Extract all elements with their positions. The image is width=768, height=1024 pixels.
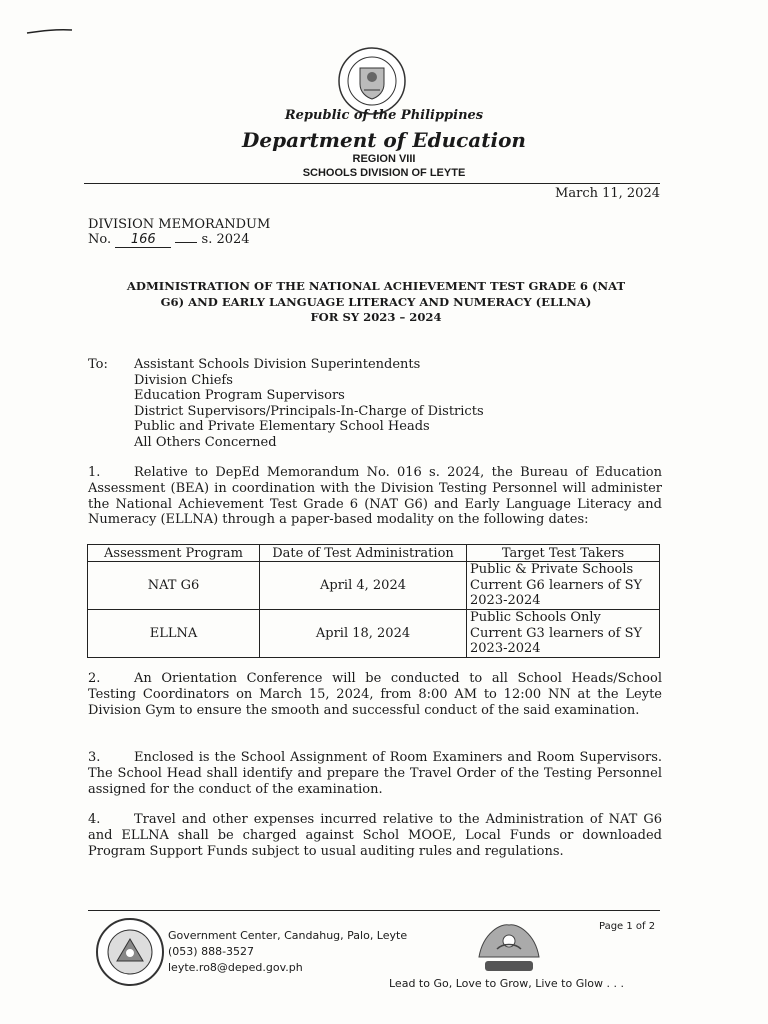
footer-email[interactable]: leyte.ro8@deped.gov.ph: [168, 961, 303, 974]
memo-number: 166: [115, 232, 171, 248]
to-label: To:: [88, 357, 108, 372]
footer-divider: [88, 910, 660, 911]
paragraph-text: Relative to DepEd Memorandum No. 016 s. 2024, the Bureau of Education Assessment (BEA) in coordination with the Division Testing Personnel will administer the National Achievement Test Grade 6 (NAT G6) and Early Language Literacy and Numeracy (ELLNA) through a paper-based modality on the following dates:: [88, 465, 662, 528]
paragraph-number: 3.: [88, 750, 101, 765]
deped-seal-icon: [337, 46, 407, 116]
takers-line: Public Schools Only: [470, 610, 601, 626]
memo-number-line: [88, 232, 250, 248]
recipient-item: All Others Concerned: [134, 434, 277, 450]
division-seal-icon: [95, 917, 165, 987]
table-cell-takers: [467, 610, 660, 658]
table-cell-takers: [467, 562, 660, 610]
recipient-item: Education Program Supervisors: [134, 388, 345, 404]
memo-series: s. 2024: [201, 232, 250, 247]
paragraph-number: 1.: [88, 465, 101, 480]
table-cell-program: NAT G6: [88, 562, 260, 610]
table-header: Assessment Program: [88, 545, 260, 562]
paragraph-text: Enclosed is the School Assignment of Room Examiners and Room Supervisors. The School Head shall identify and prepare the Travel Order of the Testing Personnel assigned for the conduct of the examination.: [88, 750, 662, 797]
memo-no-label: No.: [88, 232, 112, 247]
memo-blank-line: [175, 242, 197, 243]
paragraph-2: [88, 671, 662, 718]
paragraph-text: An Orientation Conference will be conducted to all School Heads/School Testing Coordinators on March 15, 2024, from 8:00 AM to 12:00 NN at the Leyte Division Gym to ensure the smooth and successful conduct of the said examination.: [88, 671, 662, 718]
paragraph-3: [88, 750, 662, 797]
division-line: SCHOOLS DIVISION OF LEYTE: [302, 167, 466, 179]
table-cell-date: April 4, 2024: [260, 562, 467, 610]
footer-address: Government Center, Candahug, Palo, Leyte: [168, 929, 408, 942]
paragraph-number: 2.: [88, 671, 101, 686]
takers-line: Public & Private Schools: [470, 562, 634, 578]
region-line: REGION VIII: [352, 153, 416, 165]
recipient-item: District Supervisors/Principals-In-Charge of Districts: [134, 403, 484, 419]
paragraph-4: [88, 812, 662, 859]
table-row: [88, 610, 660, 658]
table-cell-date: April 18, 2024: [260, 610, 467, 658]
table-header: Date of Test Administration: [260, 545, 467, 562]
takers-line: Current G3 learners of SY: [470, 625, 643, 641]
table-header-row: [88, 545, 660, 562]
republic-line: Republic of the Philippines: [284, 108, 484, 123]
recipient-item: Assistant Schools Division Superintendents: [134, 357, 421, 372]
paragraph-number: 4.: [88, 812, 101, 827]
paragraph-text: Travel and other expenses incurred relative to the Administration of NAT G6 and ELLNA shall be charged against Schol MOOE, Local Funds or downloaded Program Support Funds subject to usual auditing rules and regulations.: [88, 812, 662, 859]
table-cell-program: ELLNA: [88, 610, 260, 658]
schedule-table: [87, 544, 660, 658]
memo-date: March 11, 2024: [555, 186, 660, 201]
page-indicator: Page 1 of 2: [599, 921, 656, 932]
footer-tagline: Lead to Go, Love to Grow, Live to Glow . . .: [389, 977, 624, 990]
takers-line: 2023-2024: [470, 641, 541, 657]
footer-phone: (053) 888-3527: [168, 945, 255, 958]
recipient-item: Public and Private Elementary School Heads: [134, 419, 430, 435]
pen-mark: [26, 26, 76, 36]
recipient-list: [134, 357, 484, 451]
memo-title: [96, 279, 656, 326]
recipient-item: Division Chiefs: [134, 372, 233, 388]
header-divider: [84, 183, 660, 184]
memo-type: DIVISION MEMORANDUM: [88, 217, 271, 232]
title-line: G6) AND EARLY LANGUAGE LITERACY AND NUMERACY (ELLNA): [160, 294, 592, 309]
table-header: Target Test Takers: [467, 545, 660, 562]
division-tagline-logo-icon: [473, 919, 545, 975]
title-line: ADMINISTRATION OF THE NATIONAL ACHIEVEMENT TEST GRADE 6 (NAT: [126, 279, 626, 293]
title-line: FOR SY 2023 – 2024: [310, 310, 442, 324]
takers-line: Current G6 learners of SY: [470, 577, 643, 593]
paragraph-1: [88, 465, 662, 528]
takers-line: 2023-2024: [470, 593, 541, 609]
department-name: Department of Education: [242, 128, 526, 152]
table-row: [88, 562, 660, 610]
